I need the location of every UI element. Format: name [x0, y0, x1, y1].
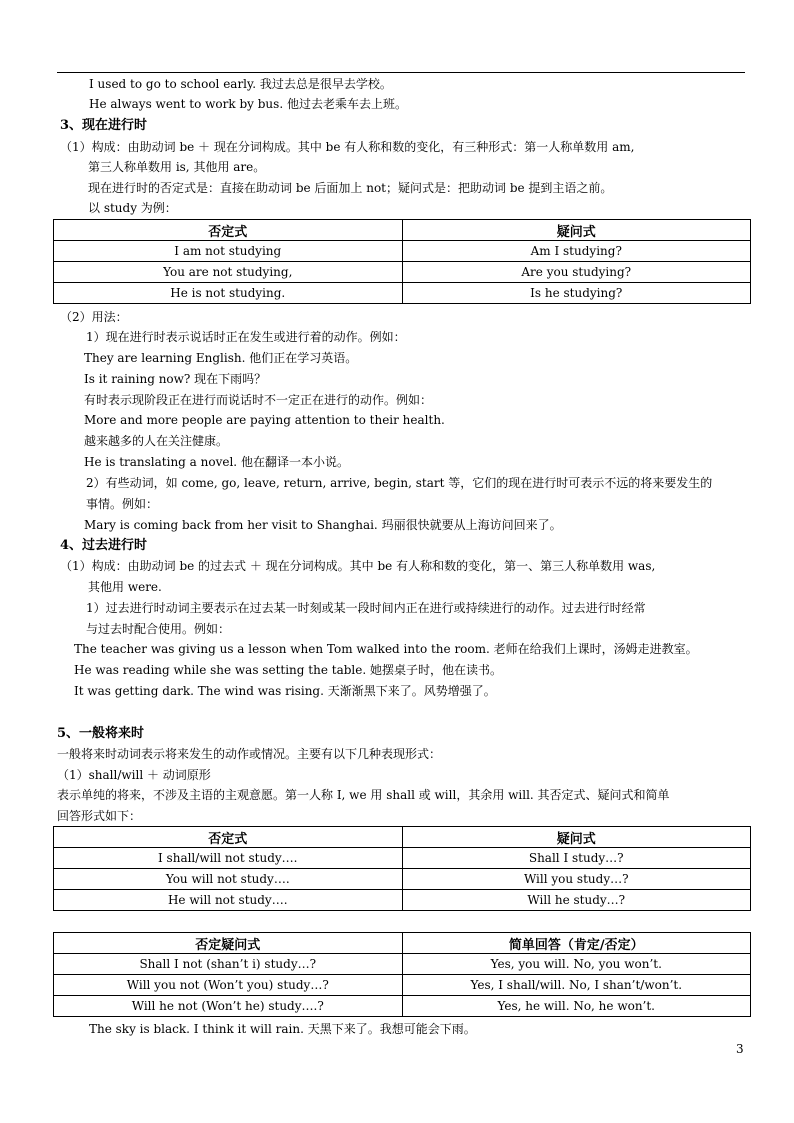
table-row — [54, 848, 751, 869]
header-rule — [57, 72, 745, 73]
text-line: He always went to work by bus. 他过去老乘车去上班。 — [89, 97, 407, 111]
table-header: 否定式 — [54, 220, 403, 241]
table-cell: Yes, I shall/will. No, I shan’t/won’t. — [402, 975, 751, 996]
text-line: 越来越多的人在关注健康。 — [84, 434, 229, 448]
text-line: I used to go to school early. 我过去总是很早去学校。 — [89, 77, 392, 91]
table-cell: Will you not (Won’t you) study…? — [54, 975, 403, 996]
text-line: 其他用 were. — [88, 580, 162, 594]
table-cell: Yes, he will. No, he won’t. — [402, 996, 751, 1017]
page-number: 3 — [736, 1042, 744, 1056]
section-heading: 4、过去进行时 — [60, 538, 148, 553]
table-cell: Am I studying? — [402, 241, 751, 262]
text-line: More and more people are paying attention to their health. — [84, 413, 445, 427]
table-cell: Shall I study…? — [402, 848, 751, 869]
table-cell: Shall I not (shan’t i) study…? — [54, 954, 403, 975]
table-row — [54, 890, 751, 911]
text-line: 与过去时配合使用。例如： — [86, 622, 231, 636]
table-row — [54, 869, 751, 890]
table-cell: Will he study…? — [402, 890, 751, 911]
table-future-shall-will — [53, 826, 751, 911]
text-line: They are learning English. 他们正在学习英语。 — [84, 351, 358, 365]
table-header: 否定式 — [54, 827, 403, 848]
table-row — [54, 241, 751, 262]
text-line: 有时表示现阶段正在进行而说话时不一定正在进行的动作。例如： — [84, 393, 433, 407]
text-line: 一般将来时动词表示将来发生的动作或情况。主要有以下几种表现形式： — [57, 747, 442, 761]
table-present-continuous — [53, 219, 751, 304]
text-line: 第三人称单数用 is, 其他用 are。 — [88, 160, 266, 174]
section-heading: 5、一般将来时 — [57, 726, 145, 741]
text-line: （1）shall/will ＋ 动词原形 — [57, 768, 211, 782]
text-line: 1）过去进行时动词主要表示在过去某一时刻或某一段时间内正在进行或持续进行的动作。过去进行时经常 — [86, 601, 646, 615]
text-line: 表示单纯的将来，不涉及主语的主观意愿。第一人称 I, we 用 shall 或 will，其余用 will. 其否定式、疑问式和简单 — [57, 788, 670, 802]
table-header: 否定疑问式 — [54, 933, 403, 954]
table-cell: Is he studying? — [402, 283, 751, 304]
table-header-row — [54, 827, 751, 848]
table-header: 疑问式 — [402, 827, 751, 848]
text-line: 回答形式如下： — [57, 809, 142, 823]
table-row — [54, 283, 751, 304]
text-line: Is it raining now? 现在下雨吗？ — [84, 372, 267, 386]
table-cell: I shall/will not study…. — [54, 848, 403, 869]
table-cell: I am not studying — [54, 241, 403, 262]
table-cell: You are not studying, — [54, 262, 403, 283]
text-line: He was reading while she was setting the table. 她摆桌子时，他在读书。 — [74, 663, 502, 677]
table-row — [54, 975, 751, 996]
table-row — [54, 954, 751, 975]
text-line: Mary is coming back from her visit to Shanghai. 玛丽很快就要从上海访问回来了。 — [84, 518, 562, 532]
table-future-negative-question — [53, 932, 751, 1017]
table-row — [54, 996, 751, 1017]
table-header-row — [54, 220, 751, 241]
table-header-row — [54, 933, 751, 954]
section-heading: 3、现在进行时 — [60, 118, 148, 133]
text-line: （2）用法： — [60, 310, 128, 324]
table-cell: Will you study…? — [402, 869, 751, 890]
table-cell: He will not study…. — [54, 890, 403, 911]
text-line: 现在进行时的否定式是：直接在助动词 be 后面加上 not；疑问式是：把助动词 be 提到主语之前。 — [88, 181, 613, 195]
text-line: 事情。例如： — [86, 497, 159, 511]
text-line: The teacher was giving us a lesson when Tom walked into the room. 老师在给我们上课时，汤姆走进教室。 — [74, 642, 698, 656]
table-row — [54, 262, 751, 283]
text-line: 1）现在进行时表示说话时正在发生或进行着的动作。例如： — [86, 330, 406, 344]
text-line: The sky is black. I think it will rain. 天黑下来了。我想可能会下雨。 — [89, 1022, 476, 1036]
table-cell: You will not study…. — [54, 869, 403, 890]
table-cell: He is not studying. — [54, 283, 403, 304]
text-line: （1）构成：由助动词 be 的过去式 ＋ 现在分词构成。其中 be 有人称和数的变化，第一、第三人称单数用 was, — [60, 559, 656, 573]
text-line: He is translating a novel. 他在翻译一本小说。 — [84, 455, 349, 469]
text-line: It was getting dark. The wind was rising. 天渐渐黑下来了。风势增强了。 — [74, 684, 496, 698]
text-line: 2）有些动词，如 come, go, leave, return, arrive, begin, start 等，它们的现在进行时可表示不远的将来要发生的 — [86, 476, 713, 490]
table-cell: Yes, you will. No, you won’t. — [402, 954, 751, 975]
table-header: 简单回答（肯定/否定） — [402, 933, 751, 954]
text-line: （1）构成：由助动词 be ＋ 现在分词构成。其中 be 有人称和数的变化，有三种形式：第一人称单数用 am, — [60, 140, 635, 154]
text-line: 以 study 为例： — [88, 201, 177, 215]
table-cell: Are you studying? — [402, 262, 751, 283]
table-cell: Will he not (Won’t he) study….? — [54, 996, 403, 1017]
table-header: 疑问式 — [402, 220, 751, 241]
